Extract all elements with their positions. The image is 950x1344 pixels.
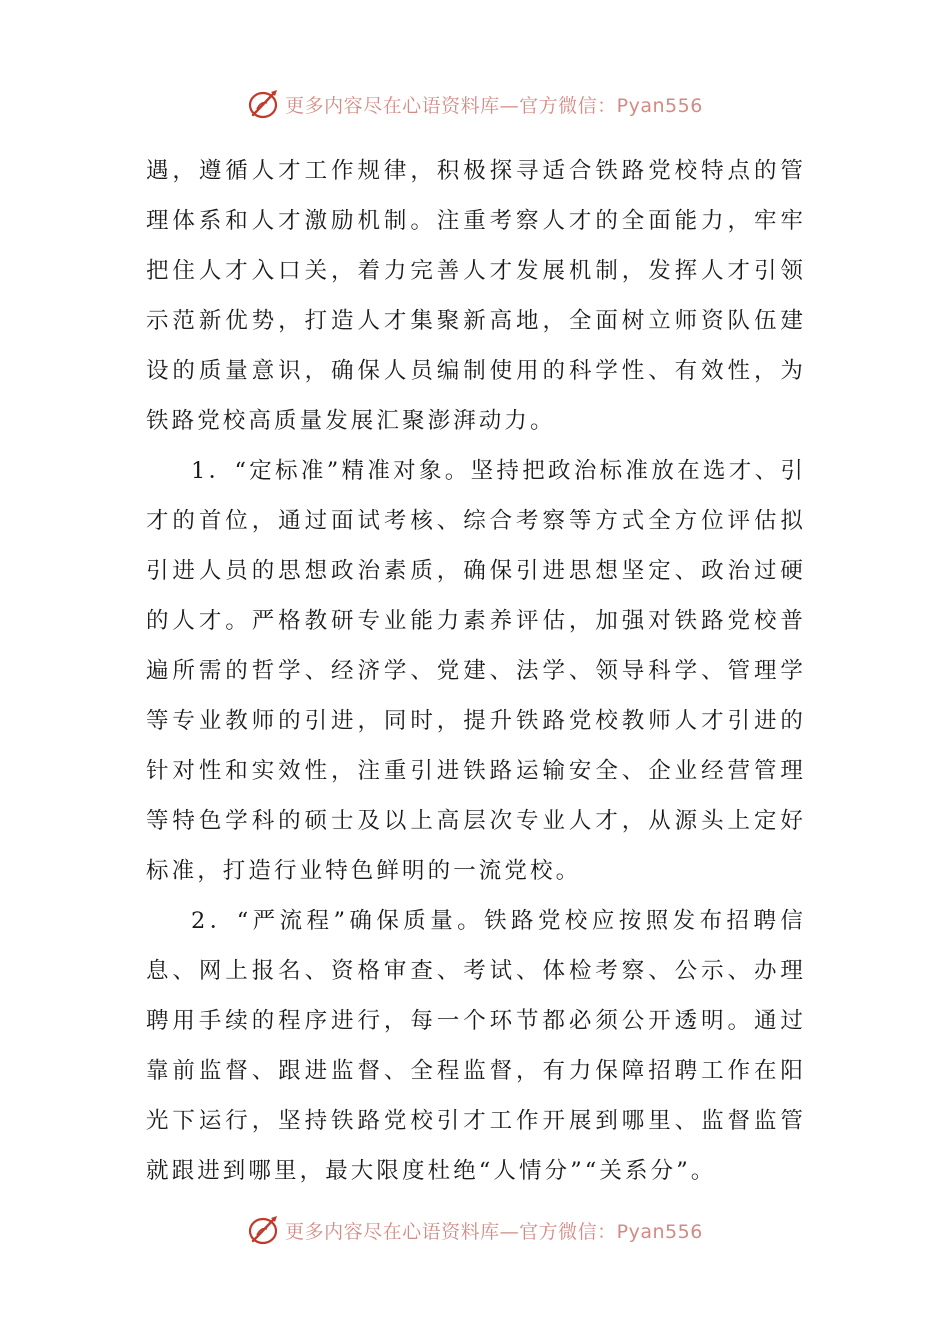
watermark-text [285,91,703,118]
watermark-label: 更多内容尽在心语资料库—官方微信： [285,1220,617,1243]
header-watermark [0,84,950,124]
pen-circle-icon [247,1213,281,1247]
watermark-label: 更多内容尽在心语资料库—官方微信： [285,94,617,117]
watermark-wechat-id: Pyan556 [616,94,703,117]
document-body [146,146,806,1196]
watermark-text [285,1217,703,1244]
footer-watermark [0,1210,950,1250]
paragraph-standards: 1．“定标准”精准对象。坚持把政治标准放在选才、引才的首位，通过面试考核、综合考察等方式全方位评估拟引进人员的思想政治素质，确保引进思想坚定、政治过硬的人才。严格教研专业能力素养评估，加强对铁路党校普遍所需的哲学、经济学、党建、法学、领导科学、管理学等专业教师的引进，同时，提升铁路党校教师人才引进的针对性和实效性，注重引进铁路运输安全、企业经营管理等特色学科的硕士及以上高层次专业人才，从源头上定好标准，打造行业特色鲜明的一流党校。 [146,458,806,884]
paragraph-continued: 遇，遵循人才工作规律，积极探寻适合铁路党校特点的管理体系和人才激励机制。注重考察人才的全面能力，牢牢把住人才入口关，着力完善人才发展机制，发挥人才引领示范新优势，打造人才集聚新高地，全面树立师资队伍建设的质量意识，确保人员编制使用的科学性、有效性，为铁路党校高质量发展汇聚澎湃动力。 [146,158,806,434]
watermark-wechat-id: Pyan556 [616,1220,703,1243]
paragraph-process: 2．“严流程”确保质量。铁路党校应按照发布招聘信息、网上报名、资格审查、考试、体检考察、公示、办理聘用手续的程序进行，每一个环节都必须公开透明。通过靠前监督、跟进监督、全程监督，有力保障招聘工作在阳光下运行，坚持铁路党校引才工作开展到哪里、监督监管就跟进到哪里，最大限度杜绝“人情分”“关系分”。 [146,908,806,1184]
pen-circle-icon [247,87,281,121]
